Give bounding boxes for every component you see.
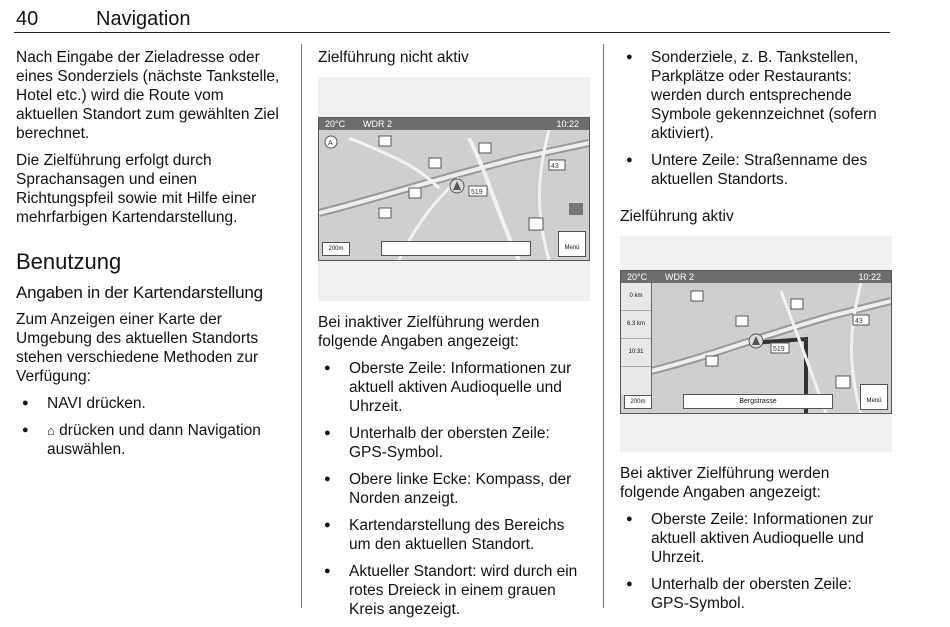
bullet-list [620,48,892,189]
list-item: ● Oberste Zeile: Informationen zur aktuell aktiven Audioquelle und Uhrzeit. [318,359,590,416]
list-item: ● Unterhalb der obersten Zeile: GPS-Symbol. [620,575,892,613]
navigation-key: Navigation [187,422,261,439]
road-label: 519 [471,189,483,196]
navi-key: NAVI [47,395,83,412]
section-title: Navigation [96,8,191,30]
screenshot-figure [318,77,590,301]
page-number: 40 [16,8,39,30]
column-1 [16,48,288,467]
list-item: ● Unterhalb der obersten Zeile: GPS-Symbol. [318,424,590,462]
paragraph: Bei aktiver Zielführung werden folgende Angaben angezeigt: [620,465,830,501]
column-divider [301,44,302,608]
list-item: ● ⌂ drücken und dann Navigation auswählen. [16,421,288,459]
column-3 [620,48,892,621]
nav-screen [318,117,590,261]
list-item: ● Sonderziele, z. B. Tankstellen, Parkplätze oder Restaurants: werden durch entsprechende Symbole gekennzeichnet (sofern aktiviert). [620,48,892,143]
home-icon: ⌂ [47,423,55,438]
paragraph: Zum Anzeigen einer Karte der Umgebung des aktuellen Standorts stehen verschiedene Methoden zur Verfügung: [16,311,259,385]
map-scale: 200m [322,242,350,256]
nav-screen [620,270,892,414]
guidance-panel [621,283,652,395]
subheading-active: Zielführung aktiv [620,208,734,225]
heading-benutzung: Benutzung [16,249,122,274]
bullet-list [620,510,892,613]
list-item: ● Untere Zeile: Straßenname des aktuellen Standorts. [620,151,892,189]
list-item: ● Kartendarstellung des Bereichs um den aktuellen Standort. [318,516,590,554]
menu-button: Menü [558,231,586,257]
list-item: ● NAVI drücken. [16,394,288,413]
bullet-list [318,359,590,619]
column-divider [603,44,604,608]
list-item: ● Aktueller Standort: wird durch ein rotes Dreieck in einem grauen Kreis angezeigt. [318,562,590,619]
paragraph: Bei inaktiver Zielführung werden folgende Angaben angezeigt: [318,314,540,350]
page-header [14,8,890,33]
turn-distance: 0 km [621,283,651,311]
road-label: 43 [855,318,863,325]
gps-term: GPS [349,444,382,461]
status-bar: 20°C WDR 2 10:22 [621,271,891,283]
road-label: 519 [773,346,785,353]
menu-button: Menü [860,384,888,410]
road-label: 43 [551,163,559,170]
street-name-bar: Bergstrasse [683,394,833,409]
remaining-distance: 6.3 km [621,311,651,339]
map-graphic [621,271,891,413]
map-graphic [319,118,589,260]
street-name-bar [381,241,531,256]
subheading-inactive: Zielführung nicht aktiv [318,49,469,66]
list-item: ● Oberste Zeile: Informationen zur aktuell aktiven Audioquelle und Uhrzeit. [620,510,892,567]
paragraph: Nach Eingabe der Zieladresse oder eines Sonderziels (nächste Tankstelle, Hotel etc.) wird die Route vom aktuellen Standort zum gewählten Ziel berechnet. [16,49,280,142]
bullet-list [16,394,288,459]
gps-term: GPS [651,595,684,612]
svg-text:A: A [328,140,333,147]
screenshot-figure [620,236,892,452]
map-scale: 200m [624,395,652,409]
paragraph: Die Zielführung erfolgt durch Sprachansagen und einen Richtungspfeil sowie mit Hilfe einer mehrfarbigen Kartendarstellung. [16,152,257,226]
list-item: ● Obere linke Ecke: Kompass, der Norden anzeigt. [318,470,590,508]
subheading: Angaben in der Kartendarstellung [16,283,263,302]
status-bar: 20°C WDR 2 10:22 [319,118,589,130]
column-2 [318,48,590,627]
arrival-time: 10:31 [621,339,651,367]
